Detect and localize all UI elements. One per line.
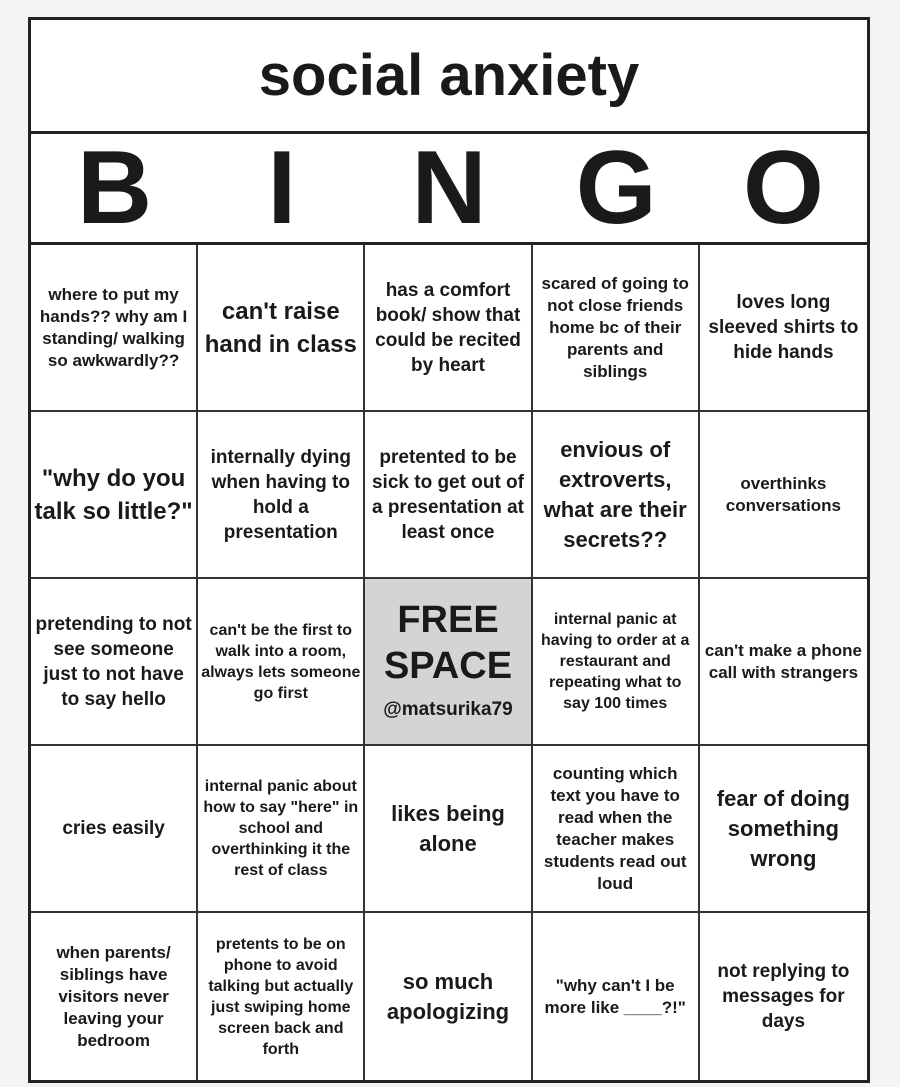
bingo-letter-i: I	[267, 130, 297, 246]
bingo-letter-g: G	[575, 130, 657, 246]
bingo-cell-1: where to put my hands?? why am I standing/ walking so awkwardly??	[31, 245, 198, 412]
author-handle: @matsurika79	[383, 699, 513, 720]
bingo-cell-24: "why can't I be more like ____?!"	[533, 913, 700, 1080]
bingo-cell-10: overthinks conversations	[700, 412, 867, 579]
bingo-cell-6: "why do you talk so little?"	[31, 412, 198, 579]
bingo-cell-20: fear of doing something wrong	[700, 746, 867, 913]
free-space-line-1: FREE	[397, 599, 499, 641]
bingo-cell-15: can't make a phone call with strangers	[700, 579, 867, 746]
bingo-letter-n: N	[411, 130, 487, 246]
bingo-cell-16: cries easily	[31, 746, 198, 913]
bingo-cell-18: likes being alone	[365, 746, 532, 913]
bingo-cell-7: internally dying when having to hold a presentation	[198, 412, 365, 579]
bingo-cell-23: so much apologizing	[365, 913, 532, 1080]
card-title: social anxiety	[31, 20, 867, 134]
free-space-cell	[365, 579, 532, 746]
bingo-cell-17: internal panic about how to say "here" in school and overthinking it the rest of class	[198, 746, 365, 913]
bingo-card	[28, 17, 870, 1083]
bingo-cell-9: envious of extroverts, what are their secrets??	[533, 412, 700, 579]
bingo-cell-5: loves long sleeved shirts to hide hands	[700, 245, 867, 412]
bingo-cell-12: can't be the first to walk into a room, always lets someone go first	[198, 579, 365, 746]
free-space-line-2: SPACE	[383, 645, 513, 687]
bingo-cell-2: can't raise hand in class	[198, 245, 365, 412]
bingo-cell-11: pretending to not see someone just to not have to say hello	[31, 579, 198, 746]
bingo-cell-8: pretented to be sick to get out of a presentation at least once	[365, 412, 532, 579]
bingo-cell-22: pretents to be on phone to avoid talking but actually just swiping home screen back and forth	[198, 913, 365, 1080]
bingo-letter-o: O	[742, 130, 824, 246]
bingo-cell-14: internal panic at having to order at a restaurant and repeating what to say 100 times	[533, 579, 700, 746]
bingo-cell-25: not replying to messages for days	[717, 961, 850, 1032]
bingo-cell-3: has a comfort book/ show that could be recited by heart	[365, 245, 532, 412]
bingo-header	[31, 130, 867, 246]
bingo-cell-19: counting which text you have to read when the teacher makes students read out loud	[533, 746, 700, 913]
bingo-grid	[31, 245, 867, 1080]
bingo-letter-b: B	[77, 130, 153, 246]
bingo-cell-21: when parents/ siblings have visitors never leaving your bedroom	[31, 913, 198, 1080]
bingo-cell-4: scared of going to not close friends home bc of their parents and siblings	[533, 245, 700, 412]
